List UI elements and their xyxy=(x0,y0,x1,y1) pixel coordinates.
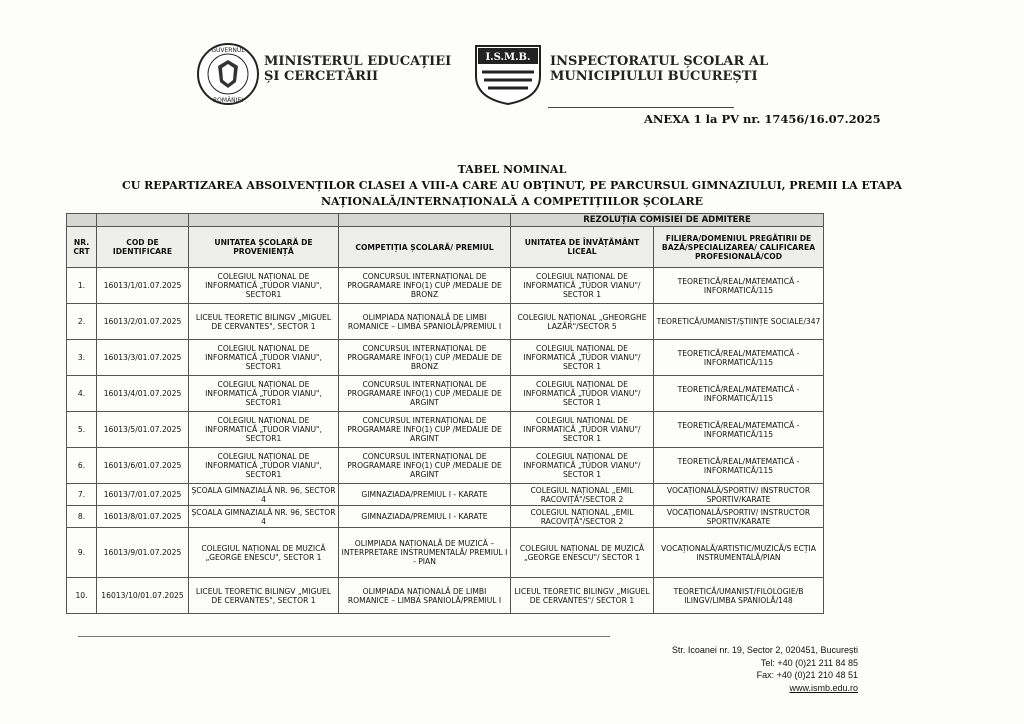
col-filiera: FILIERA/DOMENIUL PREGĂTIRII DE BAZĂ/SPECIALIZAREA/ CALIFICAREA PROFESIONALĂ/COD xyxy=(654,227,824,268)
nominal-table xyxy=(66,213,823,614)
document-title xyxy=(0,162,1024,210)
title-line-2: CU REPARTIZAREA ABSOLVENȚILOR CLASEI A VIII-A CARE AU OBȚINUT, PE PARCURSUL GIMNAZIULUI, PREMII LA ETAPA xyxy=(121,179,903,192)
col-nr-crt: NR. CRT xyxy=(67,227,97,268)
col-competitia: COMPETIȚIA ȘCOLARĂ/ PREMIUL xyxy=(339,227,511,268)
svg-text:GUVERNUL: GUVERNUL xyxy=(211,47,245,54)
table-row: 4. 16013/4/01.07.2025 COLEGIUL NAȚIONAL DE INFORMATICĂ „TUDOR VIANU", SECTOR1 CONCURSUL INTERNAȚIONAL DE PROGRAMARE INFO(1) CUP /MEDALIE DE ARGINT COLEGIUL NAȚIONAL DE INFORMATICĂ „TUDOR VIANU"/ SECTOR 1 TEORETICĂ/REAL/MATEMATICĂ - INFORMATICĂ/115 xyxy=(67,376,824,412)
ministry-name: MINISTERUL EDUCAȚIEI ȘI CERCETĂRII xyxy=(264,54,452,84)
table-group-header-row xyxy=(67,214,824,227)
table-row: 8. 16013/8/01.07.2025 ȘCOALA GIMNAZIALĂ NR. 96, SECTOR 4 GIMNAZIADA/PREMIUL I - KARATE COLEGIUL NAȚIONAL „EMIL RACOVIȚĂ"/SECTOR 2 VOCAȚIONALĂ/SPORTIV/ INSTRUCTOR SPORTIV/KARATE xyxy=(67,506,824,528)
table-row: 9. 16013/9/01.07.2025 COLEGIUL NAȚIONAL DE MUZICĂ „GEORGE ENESCU", SECTOR 1 OLIMPIADA NAȚIONALĂ DE MUZICĂ – INTERPRETARE INSTRUMENTALĂ/ PREMIUL I - PIAN COLEGIUL NAȚIONAL DE MUZICĂ „GEORGE ENESCU"/ SECTOR 1 VOCAȚIONALĂ/ARTISTIC/MUZICĂ/S ECȚIA INSTRUMENTALĂ/PIAN xyxy=(67,528,824,578)
table-row: 6. 16013/6/01.07.2025 COLEGIUL NAȚIONAL DE INFORMATICĂ „TUDOR VIANU", SECTOR1 CONCURSUL INTERNAȚIONAL DE PROGRAMARE INFO(1) CUP /MEDALIE DE ARGINT COLEGIUL NAȚIONAL DE INFORMATICĂ „TUDOR VIANU"/ SECTOR 1 TEORETICĂ/REAL/MATEMATICĂ - INFORMATICĂ/115 xyxy=(67,448,824,484)
table-row: 3. 16013/3/01.07.2025 COLEGIUL NAȚIONAL DE INFORMATICĂ „TUDOR VIANU", SECTOR1 CONCURSUL INTERNAȚIONAL DE PROGRAMARE INFO(1) CUP /MEDALIE DE BRONZ COLEGIUL NAȚIONAL DE INFORMATICĂ „TUDOR VIANU"/ SECTOR 1 TEORETICĂ/REAL/MATEMATICĂ - INFORMATICĂ/115 xyxy=(67,340,824,376)
footer-divider xyxy=(78,636,610,637)
admission-committee-header: REZOLUȚIA COMISIEI DE ADMITERE xyxy=(511,214,824,227)
svg-text:ROMÂNIEI: ROMÂNIEI xyxy=(213,97,243,104)
inspectorate-name: INSPECTORATUL ȘCOLAR AL MUNICIPIULUI BUCUREȘTI xyxy=(550,54,769,84)
table-row: 7. 16013/7/01.07.2025 ȘCOALA GIMNAZIALĂ NR. 96, SECTOR 4 GIMNAZIADA/PREMIUL I - KARATE COLEGIUL NAȚIONAL „EMIL RACOVIȚĂ"/SECTOR 2 VOCAȚIONALĂ/SPORTIV/ INSTRUCTOR SPORTIV/KARATE xyxy=(67,484,824,506)
title-line-1: TABEL NOMINAL xyxy=(457,163,567,176)
government-seal-logo xyxy=(196,42,260,106)
ismb-shield-logo xyxy=(472,42,544,106)
col-unitate-liceal: UNITATEA DE ÎNVĂȚĂMÂNT LICEAL xyxy=(511,227,654,268)
annex-reference: ANEXA 1 la PV nr. 17456/16.07.2025 xyxy=(644,112,881,126)
table-header-row xyxy=(67,227,824,268)
website-link[interactable]: www.ismb.edu.ro xyxy=(789,682,858,693)
seal-text: I.S.M.B. xyxy=(485,52,531,63)
table-row: 5. 16013/5/01.07.2025 COLEGIUL NAȚIONAL DE INFORMATICĂ „TUDOR VIANU", SECTOR1 CONCURSUL INTERNAȚIONAL DE PROGRAMARE INFO(1) CUP /MEDALIE DE ARGINT COLEGIUL NAȚIONAL DE INFORMATICĂ „TUDOR VIANU"/ SECTOR 1 TEORETICĂ/REAL/MATEMATICĂ - INFORMATICĂ/115 xyxy=(67,412,824,448)
table-row: 2. 16013/2/01.07.2025 LICEUL TEORETIC BILINGV „MIGUEL DE CERVANTES", SECTOR 1 OLIMPIADA NAȚIONALĂ DE LIMBI ROMANICE – LIMBA SPANIOLĂ/PREMIUL I COLEGIUL NAȚIONAL „GHEORGHE LAZĂR"/SECTOR 5 TEORETICĂ/UMANIST/ȘTIINȚE SOCIALE/347 xyxy=(67,304,824,340)
table-row: 10. 16013/10/01.07.2025 LICEUL TEORETIC BILINGV „MIGUEL DE CERVANTES", SECTOR 1 OLIMPIADA NAȚIONALĂ DE LIMBI ROMANICE – LIMBA SPANIOLĂ/PREMIUL I LICEUL TEORETIC BILINGV „MIGUEL DE CERVANTES"/ SECTOR 1 TEORETICĂ/UMANIST/FILOLOGIE/B ILINGV/LIMBA SPANIOLĂ/148 xyxy=(67,578,824,614)
document-header xyxy=(0,0,1024,126)
footer-address xyxy=(648,644,858,694)
col-unitate-provenienta: UNITATEA ȘCOLARĂ DE PROVENIENȚĂ xyxy=(189,227,339,268)
address-tel: Tel: +40 (0)21 211 84 85 xyxy=(760,657,858,668)
address-fax: Fax: +40 (0)21 210 48 51 xyxy=(756,670,858,680)
col-cod: COD DE IDENTIFICARE xyxy=(97,227,189,268)
title-line-3: NAȚIONALĂ/INTERNAȚIONALĂ A COMPETIȚIILOR ȘCOLARE xyxy=(321,195,703,208)
header-divider xyxy=(548,107,734,108)
table-row: 1. 16013/1/01.07.2025 COLEGIUL NAȚIONAL DE INFORMATICĂ „TUDOR VIANU", SECTOR1 CONCURSUL INTERNAȚIONAL DE PROGRAMARE INFO(1) CUP /MEDALIE DE BRONZ COLEGIUL NAȚIONAL DE INFORMATICĂ „TUDOR VIANU"/ SECTOR 1 TEORETICĂ/REAL/MATEMATICĂ - INFORMATICĂ/115 xyxy=(67,268,824,304)
address-street: Str. Icoanei nr. 19, Sector 2, 020451, București xyxy=(671,645,858,655)
